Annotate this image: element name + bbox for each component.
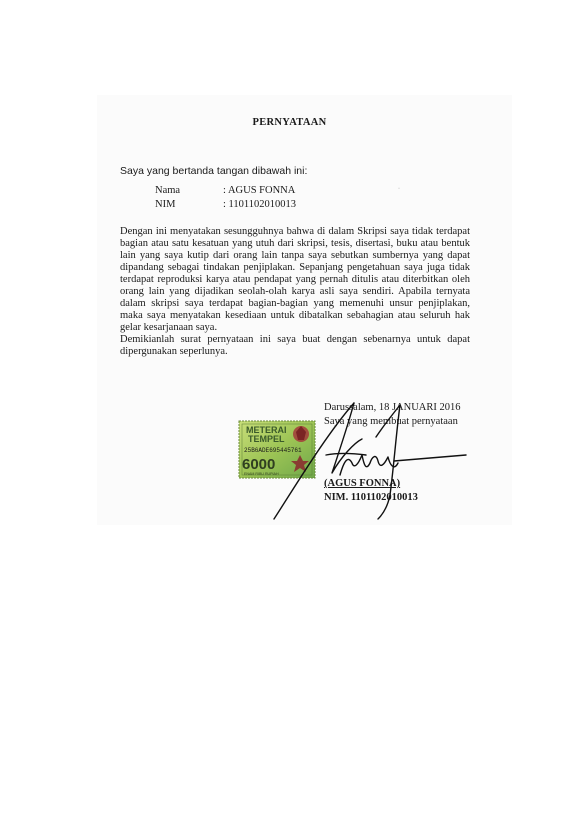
revenue-stamp — [238, 420, 318, 480]
stamp-amount-words: ENAM RIBU RUPIAH — [244, 472, 279, 476]
stamp-amount: 6000 — [242, 456, 276, 473]
signatory-name: (AGUS FONNA) — [324, 478, 401, 489]
name-value: : AGUS FONNA — [223, 185, 296, 196]
signatory-role: Saya yang membuat pernyataan — [324, 416, 458, 427]
name-row — [155, 185, 295, 196]
statement-body — [120, 226, 470, 358]
stamp-serial: 25B6ADE695445761 — [244, 447, 302, 454]
nim-value: : 1101102010013 — [223, 199, 297, 210]
statement-paragraph: Dengan ini menyatakan sesungguhnya bahwa di dalam Skripsi saya tidak terdapat bagian atau satu kesatuan yang utuh dari skripsi, tesis, disertasi, buku atau bentuk lain yang saya kutip dari orang lain tanpa saya sebutkan sumbernya yang dapat dipandang sebagai tindakan penjiplakan. Sepanjang pengetahuan saya juga tidak terdapat reproduksi karya atau pendapat yang pernah ditulis atau diterbitkan oleh orang lain yang dijadikan seolah-olah karya asli saya sendiri. Apabila ternyata dalam skripsi saya terdapat bagian-bagian yang memenuhi unsur penjiplakan, maka saya menyatakan kesediaan untuk dibatalkan sebahagian atau seluruh hak gelar kesarjanaan saya. — [120, 226, 470, 333]
speck-mark: · — [398, 186, 400, 192]
nim-row — [155, 199, 296, 210]
closing-paragraph: Demikianlah surat pernyataan ini saya buat dengan sebenarnya untuk dapat dipergunakan seperlunya. — [120, 334, 470, 357]
signatory-nim: NIM. 1101102010013 — [324, 492, 418, 503]
stamp-line1: METERAI — [246, 425, 287, 435]
document-title: PERNYATAAN — [252, 117, 327, 128]
name-label: Nama — [155, 185, 181, 196]
revenue-stamp-graphic — [238, 420, 318, 480]
stamp-line2: TEMPEL — [248, 434, 285, 444]
nim-label: NIM — [155, 199, 176, 210]
place-date: Darussalam, 18 JANUARI 2016 — [324, 402, 461, 413]
intro-text: Saya yang bertanda tangan dibawah ini: — [120, 165, 308, 177]
